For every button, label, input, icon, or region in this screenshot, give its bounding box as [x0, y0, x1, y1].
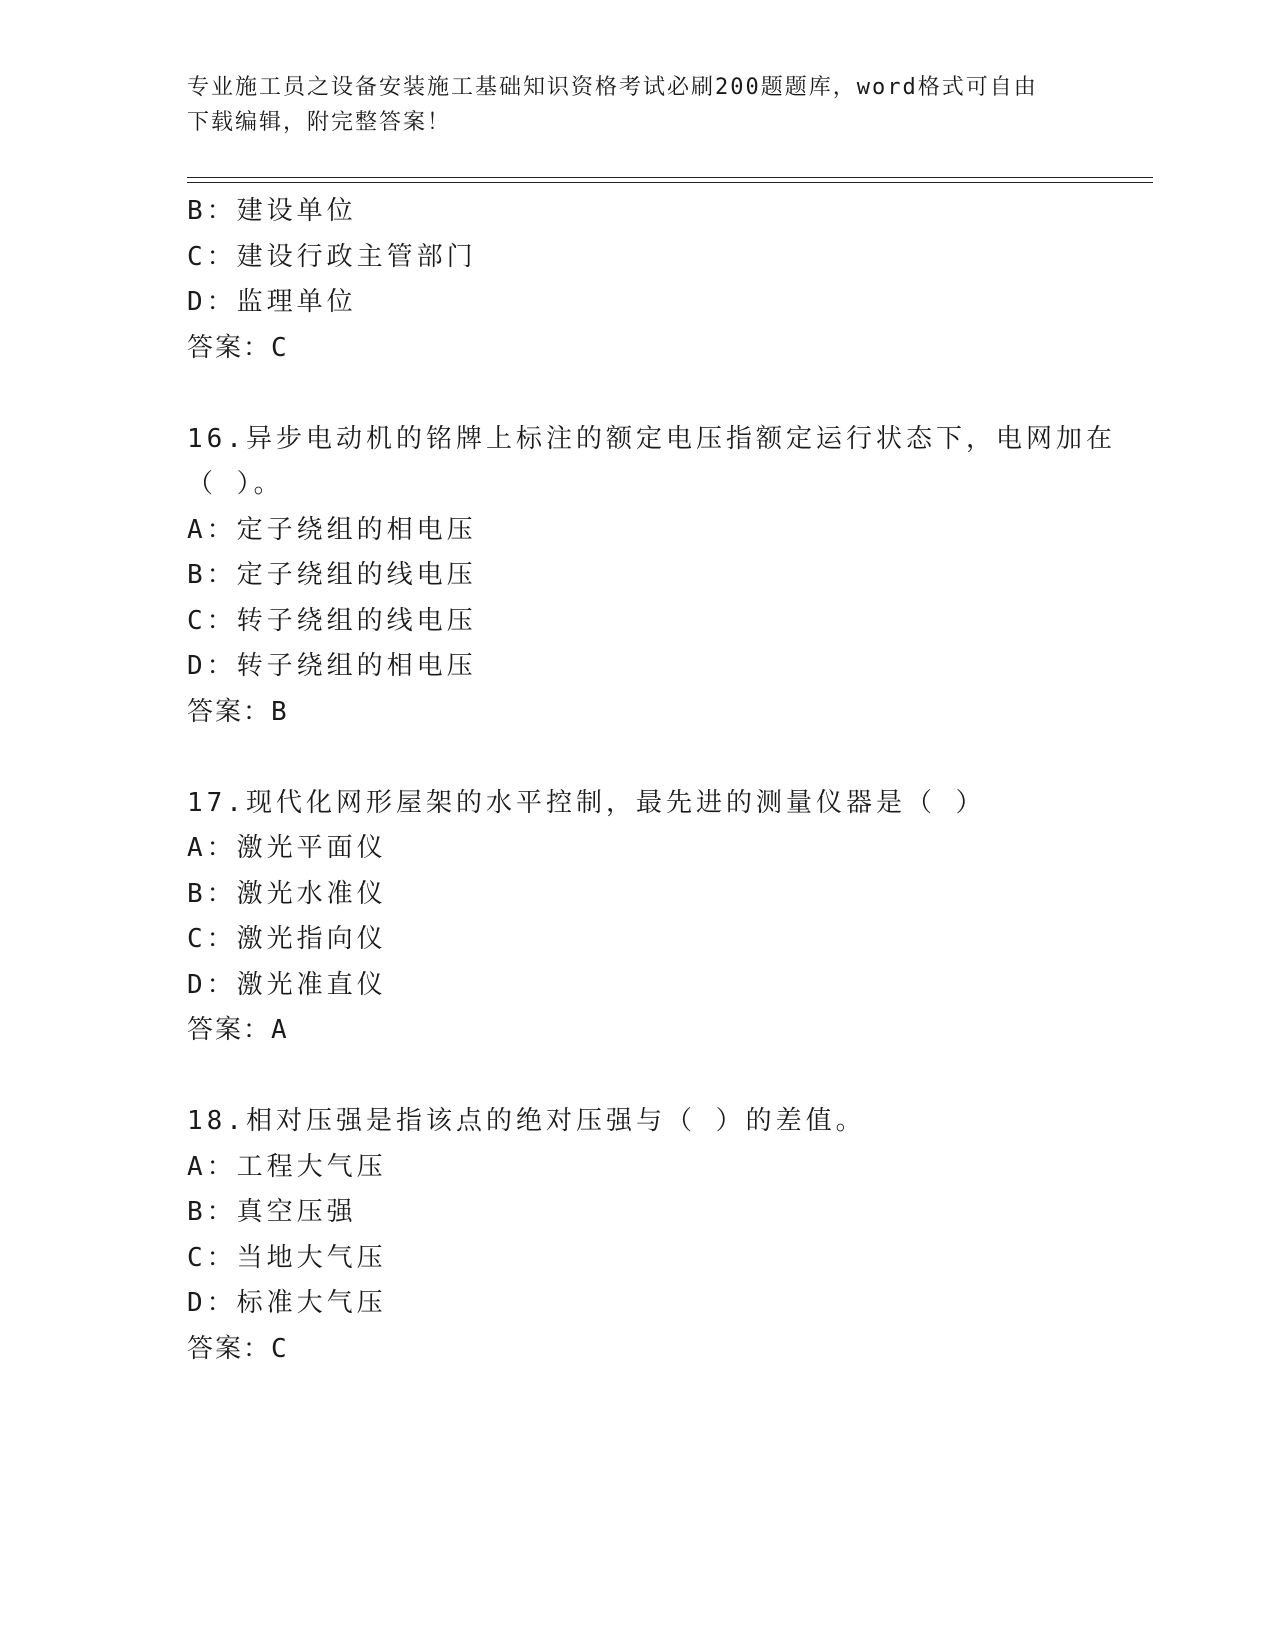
header-divider-top — [187, 177, 1153, 178]
answer: 答案：B — [187, 696, 289, 727]
spacer — [187, 735, 1087, 781]
question-text: 18.相对压强是指该点的绝对压强与（ ）的差值。 — [187, 1106, 866, 1136]
answer: 答案：C — [187, 1333, 289, 1364]
question-list — [187, 189, 1116, 1372]
question-text: 17.现代化网形屋架的水平控制，最先进的测量仪器是（ ） — [187, 787, 986, 818]
option-c: C：激光指向仪 — [187, 924, 387, 954]
answer: 答案：C — [187, 332, 289, 363]
header-line-1: 专业施工员之设备安装施工基础知识资格考试必刷200题题库，word格式可自由 — [187, 75, 1038, 100]
option-d: D：转子绕组的相电压 — [187, 651, 477, 681]
option-b: B：定子绕组的线电压 — [187, 560, 477, 590]
option-c: C：当地大气压 — [187, 1242, 387, 1273]
option-b: B：建设单位 — [187, 196, 357, 226]
spacer — [187, 1054, 1087, 1100]
question-text-continued: （ ）。 — [187, 469, 284, 499]
answer: 答案：A — [187, 1015, 289, 1045]
question-text: 16.异步电动机的铭牌上标注的额定电压指额定运行状态下，电网加在 — [187, 423, 1116, 454]
question-18 — [187, 1099, 1087, 1372]
header-divider-bottom — [187, 182, 1153, 183]
option-b: B：真空压强 — [187, 1197, 357, 1227]
question-15-tail — [187, 189, 1087, 371]
option-a: A：定子绕组的相电压 — [187, 514, 477, 545]
option-a: A：激光平面仪 — [187, 833, 387, 863]
option-d: D：标准大气压 — [187, 1288, 387, 1318]
question-16 — [187, 417, 1116, 736]
spacer — [187, 371, 1087, 417]
question-17 — [187, 781, 1087, 1054]
option-a: A：工程大气压 — [187, 1151, 387, 1182]
option-b: B：激光水准仪 — [187, 878, 387, 909]
option-d: D：监理单位 — [187, 287, 357, 317]
document-header — [187, 70, 1087, 140]
option-d: D：激光准直仪 — [187, 969, 387, 1000]
header-line-2: 下载编辑，附完整答案！ — [187, 110, 452, 135]
option-c: C：转子绕组的线电压 — [187, 605, 477, 636]
option-c: C：建设行政主管部门 — [187, 241, 477, 272]
